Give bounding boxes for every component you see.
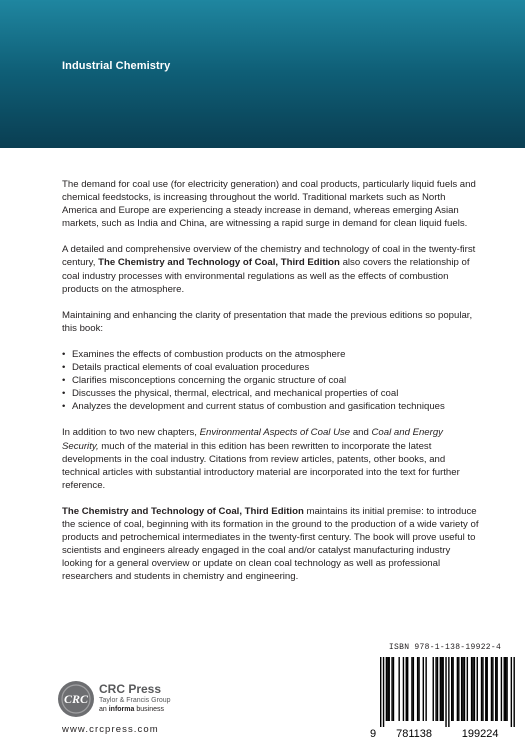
isbn-label: ISBN 978-1-138-19922-4 <box>388 643 502 652</box>
business-prefix: an <box>99 706 109 713</box>
barcode-bar <box>474 657 475 721</box>
isbn-barcode <box>366 643 524 743</box>
barcode-bar <box>386 657 387 721</box>
barcode-bar <box>451 657 452 721</box>
feature-item: • Examines the effects of combustion products on the atmosphere <box>62 348 482 361</box>
chapter-title-1: Environmental Aspects of Coal Use <box>199 427 351 439</box>
overview-paragraph <box>62 243 482 295</box>
publisher-logo <box>58 681 228 725</box>
feature-item: • Discusses the physical, thermal, electrical, and mechanical properties of coal <box>62 387 482 400</box>
barcode-bar <box>485 657 486 721</box>
barcode-graphic <box>366 657 524 743</box>
barcode-guard-bar <box>380 657 381 727</box>
barcode-bar <box>471 657 472 721</box>
publisher-group: Taylor & Francis Group <box>99 697 171 704</box>
barcode-bar <box>472 657 473 721</box>
barcode-guard-bar <box>383 657 384 727</box>
barcode-bar <box>437 657 438 721</box>
barcode-bar <box>403 657 404 721</box>
intro-paragraph: The demand for coal use (for electricity generation) and coal products, particularly liquid fuels and chemical feedstocks, is increasing throughout the world. Traditional markets such as North America and Europe are experiencing a steady increase in demand, whereas emerging Asian markets, such as India and China, are witnessing a rapid surge in demand for clean liquid fuels. <box>62 179 476 230</box>
barcode-bar <box>462 657 463 721</box>
barcode-bar <box>440 657 441 721</box>
premise-paragraph <box>62 505 482 584</box>
crc-logo-text: CRC <box>63 692 89 706</box>
barcode-bar <box>406 657 407 721</box>
barcode-guard-bar <box>511 657 512 727</box>
barcode-bar <box>506 657 507 721</box>
chapters-text-start: In addition to two new chapters, <box>62 427 200 439</box>
barcode-bar <box>495 657 496 721</box>
barcode-bar <box>423 657 424 721</box>
barcode-bar <box>492 657 493 721</box>
barcode-bar <box>413 657 414 721</box>
feature-list <box>62 348 482 413</box>
barcode-bar <box>411 657 412 721</box>
crc-logo-icon <box>58 681 94 717</box>
feature-item: • Clarifies misconceptions concerning the organic structure of coal <box>62 374 482 387</box>
new-chapters-paragraph <box>62 426 482 491</box>
barcode-bar <box>398 657 399 721</box>
barcode-bar <box>461 657 462 721</box>
barcode-bar <box>464 657 465 721</box>
feature-item: • Details practical elements of coal evaluation procedures <box>62 361 482 374</box>
barcode-bar <box>504 657 505 721</box>
feature-item: • Analyzes the development and current status of combustion and gasification techniques <box>62 400 482 413</box>
barcode-bar <box>491 657 492 721</box>
barcode-bar <box>505 657 506 721</box>
clarity-paragraph: Maintaining and enhancing the clarity of presentation that made the previous editions so popular, this book: <box>62 309 473 334</box>
header-band <box>0 0 525 148</box>
publisher-url: www.crcpress.com <box>62 724 159 735</box>
barcode-bar <box>496 657 497 721</box>
barcode-bar <box>418 657 419 721</box>
barcode-bar <box>477 657 478 721</box>
book-title-bold: The Chemistry and Technology of Coal, Third Edition <box>62 505 304 517</box>
barcode-bar <box>391 657 392 721</box>
publisher-lines <box>99 683 171 714</box>
barcode-bar <box>387 657 388 721</box>
book-title-bold: The Chemistry and Technology of Coal, Third Edition <box>98 257 340 269</box>
barcode-bar <box>417 657 418 721</box>
premise-text: maintains its initial premise: to introduce the science of coal, beginning with its formation in the ground to the production of a wide variety of products and petrochemical intermediates in the twenty-first century. The book will prove useful to scientists and engineers already engaged in the coal and/or catalyst manufacturing industry looking for a general overview or update on clean coal technology as well as professional researchers and students in chemistry and engineering. <box>62 505 479 583</box>
barcode-bar <box>458 657 459 721</box>
barcode-bar <box>407 657 408 721</box>
barcode-bar <box>487 657 488 721</box>
chapters-conjunction: and <box>350 427 372 439</box>
barcode-bar <box>389 657 390 721</box>
barcode-bar <box>482 657 483 721</box>
overview-text-start: A detailed and comprehensive overview of the chemistry and technology of coal in the twenty-first century, <box>62 244 476 269</box>
barcode-bar <box>467 657 468 721</box>
chapters-text-end: much of the material in this edition has been rewritten to incorporate the latest developments in the coal industry. Citations from review articles, patents, other books, and technical articles with substantial introductory material are incorporated into the text for further reference. <box>62 440 460 491</box>
barcode-guard-bar <box>445 657 446 727</box>
barcode-bar <box>481 657 482 721</box>
barcode-bar <box>452 657 453 721</box>
barcode-bar <box>435 657 436 721</box>
barcode-bar <box>442 657 443 721</box>
barcode-bar <box>433 657 434 721</box>
barcode-digits: 781138 <box>396 728 433 740</box>
barcode-bar <box>425 657 426 721</box>
publisher-name: CRC Press <box>99 682 162 696</box>
barcode-digits: 9 <box>369 728 377 740</box>
overview-text-end: also covers the relationship of coal industry processes with environmental regulations as well as the effects of combustion products on the atmosphere. <box>62 257 470 295</box>
barcode-guard-bar <box>448 657 449 727</box>
barcode-bar <box>393 657 394 721</box>
barcode-digits: 199224 <box>461 728 499 740</box>
barcode-bar <box>441 657 442 721</box>
business-suffix: business <box>134 706 164 713</box>
series-title: Industrial Chemistry <box>62 60 171 72</box>
chapter-title-2: Coal and Energy Security, <box>62 427 443 452</box>
crc-logo-mark <box>58 681 94 717</box>
barcode-guard-bar <box>513 657 514 727</box>
barcode-bar <box>501 657 502 721</box>
informa-brand: informa <box>108 706 135 713</box>
back-cover-text <box>62 178 482 596</box>
barcode-bar <box>457 657 458 721</box>
publisher-business <box>99 705 171 714</box>
